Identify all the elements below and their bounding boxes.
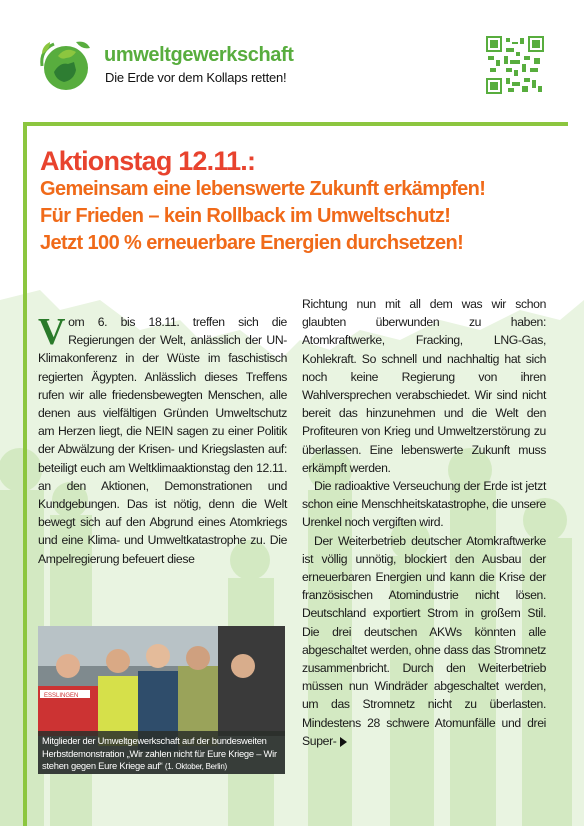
- photo-caption: [42, 735, 280, 774]
- left-paragraph-text: om 6. bis 18.11. treffen sich die Regierungen der Welt, anlässlich der UN-Klimakonferenz in der Wüste im faschistisch regierten Ägypten. Anlässlich dieses Treffens rufen wir alle friedensbewegten Menschen, alle denen aus vielfältigen Gründen Umweltschutz am Herzen liegt, die NEIN sagen zu einer Politik der Abwälzung der Krisen- und Kriegslasten auf: beteiligt euch am Weltklimaaktionstag den 12.11. an den Aktionen, Demonstrationen und Kundgebungen. Das ist nötig, denn die Welt bewegt sich auf den Abgrund eines Atomkriegs und eine Klima- und Umweltkatastrophe zu. Die Ampelregierung befeuert diese: [38, 315, 287, 566]
- photo-caption-date: (1. Oktober, Berlin): [164, 762, 227, 771]
- headline-line-2: Für Frieden – kein Rollback im Umweltschutz!: [40, 205, 451, 227]
- right-paragraph-3: [302, 532, 546, 750]
- headline-title: Aktionstag 12.11.:: [40, 146, 256, 176]
- continue-arrow-icon: [340, 737, 347, 747]
- page-header: [0, 0, 584, 120]
- frame-top-border: [23, 122, 568, 126]
- frame-left-border: [23, 122, 27, 826]
- right-paragraph-3-text: Der Weiterbetrieb deutscher Atomkraftwerke ist völlig unnötig, blockiert den Ausbau der erneuerbaren Energien und kann die Krise der französischen Atomindustrie nicht lösen. Deutschland exportiert Strom in großem Stil. Die drei deutschen AKWs könnten alle abgeschaltet werden, ohne dass das Stromnetz zusammenbricht. Durch den Weiterbetrieb müssen nun Windräder abgeschaltet werden, um das Stromnetz nicht zu überlasten. Mindestens 28 schwere Atomunfälle und drei Super-: [302, 533, 546, 748]
- right-paragraph-2: Die radioaktive Verseuchung der Erde ist jetzt schon eine Menschheitskatastrophe, die unsere Urenkel noch vergiften wird.: [302, 479, 546, 530]
- photo-banner-text: ESSLINGEN: [44, 693, 79, 699]
- headline-block: [40, 146, 560, 257]
- photo-caption-main: Mitglieder der Umweltgewerkschaft auf der bundesweiten Herbstdemonstration „Wir zahlen nicht für Eure Kriege – Wir stehen gegen Eure Kriege auf“: [42, 735, 277, 771]
- left-column: [38, 313, 287, 568]
- globe-fist-logo-icon: [36, 36, 96, 96]
- brand-name: umweltgewerkschaft: [104, 44, 294, 66]
- right-column: [302, 295, 546, 750]
- dropcap: V: [38, 311, 66, 353]
- right-paragraph-1: Richtung nun mit all dem was wir schon glaubten überwunden zu haben: Atomkraftwerke, Fracking, LNG-Gas, Kohlekraft. So schnell und nachhaltig hat sich noch keine Regierung von ihren Wahlversprechen verabschiedet. Wir sind nicht bereit das hinzunehmen und die Welt den Profiteuren von Krieg und Umweltzerstörung zu überlassen. Eine lebenswerte Zukunft muss erkämpft werden.: [302, 297, 546, 475]
- headline-line-1: Gemeinsam eine lebenswerte Zukunft erkämpfen!: [40, 178, 486, 200]
- left-paragraph: [38, 313, 287, 568]
- headline-line-3: Jetzt 100 % erneuerbare Energien durchsetzen!: [40, 232, 464, 254]
- brand-tagline: Die Erde vor dem Kollaps retten!: [105, 70, 287, 85]
- qr-code-icon[interactable]: [486, 36, 544, 94]
